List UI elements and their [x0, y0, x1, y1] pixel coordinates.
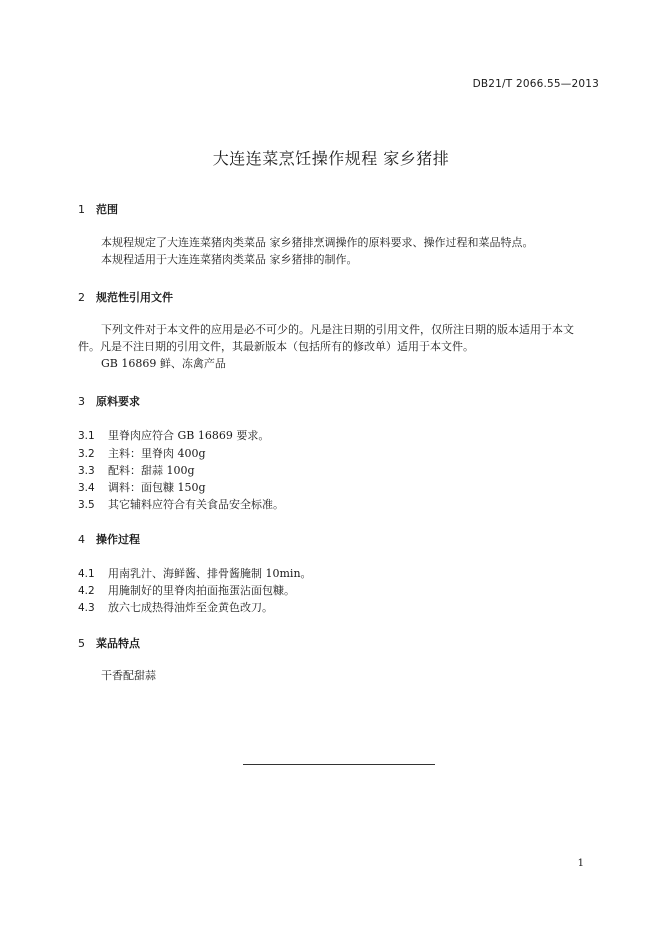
section-4-heading	[78, 531, 140, 547]
list-item	[78, 427, 269, 443]
section-2-paragraph-line-1: 下列文件对于本文件的应用是必不可少的。凡是注日期的引用文件，仅所注日期的版本适用于本文	[101, 323, 574, 336]
section-2-number: 2	[78, 291, 85, 304]
normative-reference: GB 16869 鲜、冻禽产品	[101, 357, 226, 370]
list-item	[78, 565, 312, 581]
section-5-paragraph: 干香配甜蒜	[101, 669, 156, 682]
section-1-paragraph-1: 本规程规定了大连连菜猪肉类菜品 家乡猪排烹调操作的原料要求、操作过程和菜品特点。	[101, 236, 534, 249]
page-number: 1	[577, 858, 584, 869]
item-text: 配料：甜蒜 100g	[108, 464, 195, 477]
item-number: 3.2	[78, 448, 95, 460]
list-item	[78, 496, 284, 512]
section-1-title: 范围	[96, 203, 118, 216]
list-item	[78, 582, 295, 598]
item-text: 主料：里脊肉 400g	[108, 447, 206, 460]
item-text: 调料：面包糠 150g	[108, 481, 206, 494]
section-2-title: 规范性引用文件	[96, 291, 173, 304]
item-number: 3.4	[78, 482, 95, 494]
section-1-number: 1	[78, 203, 85, 216]
item-text: 放六七成热得油炸至金黄色改刀。	[108, 601, 273, 614]
item-number: 3.5	[78, 499, 95, 511]
section-1-paragraph-2: 本规程适用于大连连菜猪肉类菜品 家乡猪排的制作。	[101, 253, 358, 266]
item-text: 用腌制好的里脊肉拍面拖蛋沾面包糠。	[108, 584, 295, 597]
item-text: 里脊肉应符合 GB 16869 要求。	[108, 429, 270, 442]
list-item	[78, 479, 206, 495]
section-1-heading	[78, 201, 118, 217]
document-title: 大连连菜烹饪操作规程 家乡猪排	[212, 149, 450, 168]
item-text: 用南乳汁、海鲜酱、排骨酱腌制 10min。	[108, 567, 312, 580]
section-5-title: 菜品特点	[96, 637, 140, 650]
item-number: 4.3	[78, 602, 95, 614]
list-item	[78, 445, 206, 461]
section-3-title: 原料要求	[96, 395, 140, 408]
section-3-heading	[78, 393, 140, 409]
document-code: DB21/T 2066.55—2013	[472, 78, 599, 90]
section-3-number: 3	[78, 395, 85, 408]
section-4-title: 操作过程	[96, 533, 140, 546]
item-text: 其它辅料应符合有关食品安全标准。	[108, 498, 284, 511]
section-5-number: 5	[78, 637, 85, 650]
section-2-heading	[78, 289, 173, 305]
section-5-heading	[78, 635, 140, 651]
list-item	[78, 462, 195, 478]
item-number: 3.3	[78, 465, 95, 477]
section-2-paragraph-line-2: 件。凡是不注日期的引用文件，其最新版本（包括所有的修改单）适用于本文件。	[78, 340, 474, 353]
item-number: 3.1	[78, 430, 95, 442]
list-item	[78, 599, 273, 615]
item-number: 4.1	[78, 568, 95, 580]
item-number: 4.2	[78, 585, 95, 597]
end-of-document-rule	[243, 764, 435, 765]
section-4-number: 4	[78, 533, 85, 546]
